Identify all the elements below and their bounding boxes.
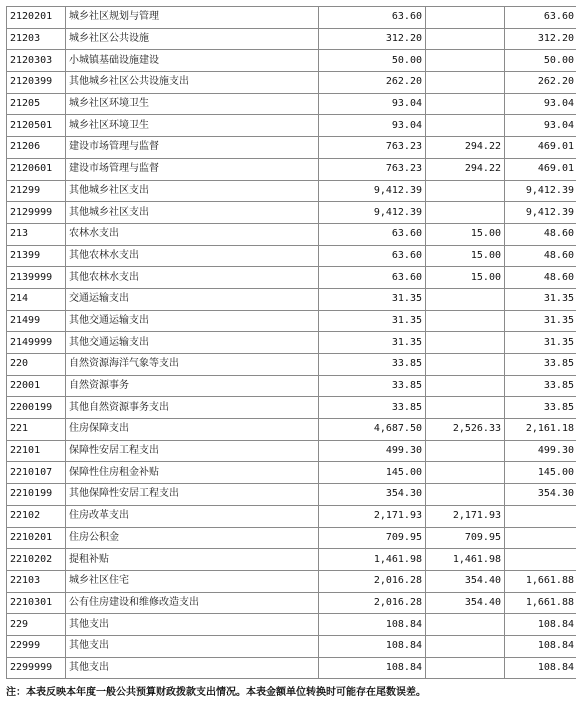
subject-code-cell: 2210301 <box>7 592 66 614</box>
subject-code-cell: 214 <box>7 288 66 310</box>
subject-name-cell: 农林水支出 <box>66 223 319 245</box>
total-amount-cell: 50.00 <box>319 50 426 72</box>
table-row <box>7 592 576 614</box>
basic-expense-cell <box>426 354 505 376</box>
project-expense-cell: 108.84 <box>505 614 576 636</box>
subject-name-cell: 其他支出 <box>66 657 319 679</box>
table-row <box>7 180 576 202</box>
table-row <box>7 440 576 462</box>
table-row <box>7 354 576 376</box>
table-row <box>7 310 576 332</box>
subject-name-cell: 其他支出 <box>66 635 319 657</box>
total-amount-cell: 4,687.50 <box>319 419 426 441</box>
subject-code-cell: 21499 <box>7 310 66 332</box>
table-row <box>7 375 576 397</box>
total-amount-cell: 31.35 <box>319 310 426 332</box>
project-expense-cell: 108.84 <box>505 635 576 657</box>
table-row <box>7 657 576 679</box>
subject-code-cell: 2139999 <box>7 267 66 289</box>
subject-name-cell: 其他支出 <box>66 614 319 636</box>
basic-expense-cell <box>426 462 505 484</box>
total-amount-cell: 763.23 <box>319 158 426 180</box>
project-expense-cell: 31.35 <box>505 288 576 310</box>
subject-code-cell: 22102 <box>7 505 66 527</box>
subject-code-cell: 2129999 <box>7 202 66 224</box>
basic-expense-cell <box>426 115 505 137</box>
total-amount-cell: 145.00 <box>319 462 426 484</box>
subject-name-cell: 公有住房建设和维修改造支出 <box>66 592 319 614</box>
table-row <box>7 72 576 94</box>
subject-code-cell: 21203 <box>7 28 66 50</box>
subject-name-cell: 保障性安居工程支出 <box>66 440 319 462</box>
total-amount-cell: 108.84 <box>319 657 426 679</box>
basic-expense-cell: 354.40 <box>426 570 505 592</box>
project-expense-cell: 31.35 <box>505 310 576 332</box>
total-amount-cell: 354.30 <box>319 484 426 506</box>
basic-expense-cell: 354.40 <box>426 592 505 614</box>
table-row <box>7 614 576 636</box>
project-expense-cell: 93.04 <box>505 115 576 137</box>
project-expense-cell: 48.60 <box>505 267 576 289</box>
total-amount-cell: 33.85 <box>319 375 426 397</box>
total-amount-cell: 31.35 <box>319 288 426 310</box>
table-row <box>7 202 576 224</box>
subject-code-cell: 21206 <box>7 137 66 159</box>
subject-code-cell: 21205 <box>7 93 66 115</box>
subject-code-cell: 220 <box>7 354 66 376</box>
project-expense-cell: 262.20 <box>505 72 576 94</box>
total-amount-cell: 262.20 <box>319 72 426 94</box>
subject-name-cell: 小城镇基础设施建设 <box>66 50 319 72</box>
basic-expense-cell: 294.22 <box>426 158 505 180</box>
subject-name-cell: 其他交通运输支出 <box>66 332 319 354</box>
table-row <box>7 635 576 657</box>
project-expense-cell: 33.85 <box>505 375 576 397</box>
total-amount-cell: 108.84 <box>319 635 426 657</box>
subject-name-cell: 城乡社区规划与管理 <box>66 7 319 29</box>
subject-code-cell: 221 <box>7 419 66 441</box>
basic-expense-cell <box>426 93 505 115</box>
basic-expense-cell <box>426 332 505 354</box>
total-amount-cell: 2,016.28 <box>319 570 426 592</box>
basic-expense-cell <box>426 50 505 72</box>
subject-name-cell: 其他交通运输支出 <box>66 310 319 332</box>
subject-code-cell: 2120399 <box>7 72 66 94</box>
subject-name-cell: 自然资源事务 <box>66 375 319 397</box>
subject-code-cell: 213 <box>7 223 66 245</box>
table-row <box>7 223 576 245</box>
table-row <box>7 245 576 267</box>
subject-code-cell: 2120303 <box>7 50 66 72</box>
project-expense-cell <box>505 549 576 571</box>
project-expense-cell: 48.60 <box>505 223 576 245</box>
project-expense-cell: 469.01 <box>505 137 576 159</box>
project-expense-cell: 1,661.88 <box>505 570 576 592</box>
subject-name-cell: 城乡社区住宅 <box>66 570 319 592</box>
basic-expense-cell <box>426 7 505 29</box>
total-amount-cell: 63.60 <box>319 245 426 267</box>
total-amount-cell: 763.23 <box>319 137 426 159</box>
subject-code-cell: 229 <box>7 614 66 636</box>
subject-code-cell: 22101 <box>7 440 66 462</box>
subject-name-cell: 建设市场管理与监督 <box>66 137 319 159</box>
table-row <box>7 158 576 180</box>
basic-expense-cell: 709.95 <box>426 527 505 549</box>
subject-code-cell: 2149999 <box>7 332 66 354</box>
subject-name-cell: 城乡社区环境卫生 <box>66 93 319 115</box>
basic-expense-cell: 15.00 <box>426 245 505 267</box>
basic-expense-cell <box>426 375 505 397</box>
budget-sheet <box>6 6 576 698</box>
total-amount-cell: 1,461.98 <box>319 549 426 571</box>
total-amount-cell: 63.60 <box>319 267 426 289</box>
subject-name-cell: 交通运输支出 <box>66 288 319 310</box>
basic-expense-cell <box>426 397 505 419</box>
subject-name-cell: 其他自然资源事务支出 <box>66 397 319 419</box>
project-expense-cell: 9,412.39 <box>505 180 576 202</box>
total-amount-cell: 709.95 <box>319 527 426 549</box>
basic-expense-cell: 1,461.98 <box>426 549 505 571</box>
table-row <box>7 570 576 592</box>
subject-code-cell: 21399 <box>7 245 66 267</box>
table-row <box>7 288 576 310</box>
subject-name-cell: 其他城乡社区支出 <box>66 202 319 224</box>
subject-name-cell: 住房改革支出 <box>66 505 319 527</box>
table-footnote: 注：本表反映本年度一般公共预算财政拨款支出情况。本表金额单位转换时可能存在尾数误差。 <box>6 687 426 699</box>
subject-code-cell: 2120201 <box>7 7 66 29</box>
subject-code-cell: 2210201 <box>7 527 66 549</box>
project-expense-cell: 312.20 <box>505 28 576 50</box>
project-expense-cell: 63.60 <box>505 7 576 29</box>
basic-expense-cell: 2,526.33 <box>426 419 505 441</box>
subject-name-cell: 自然资源海洋气象等支出 <box>66 354 319 376</box>
table-row <box>7 397 576 419</box>
project-expense-cell: 145.00 <box>505 462 576 484</box>
basic-expense-cell <box>426 657 505 679</box>
subject-name-cell: 城乡社区公共设施 <box>66 28 319 50</box>
table-row <box>7 115 576 137</box>
table-row <box>7 137 576 159</box>
basic-expense-cell <box>426 484 505 506</box>
project-expense-cell: 499.30 <box>505 440 576 462</box>
table-row <box>7 462 576 484</box>
project-expense-cell: 108.84 <box>505 657 576 679</box>
subject-code-cell: 2210199 <box>7 484 66 506</box>
project-expense-cell: 50.00 <box>505 50 576 72</box>
project-expense-cell: 31.35 <box>505 332 576 354</box>
project-expense-cell <box>505 527 576 549</box>
budget-table <box>6 6 576 679</box>
subject-name-cell: 提租补贴 <box>66 549 319 571</box>
basic-expense-cell <box>426 180 505 202</box>
basic-expense-cell <box>426 202 505 224</box>
project-expense-cell: 469.01 <box>505 158 576 180</box>
total-amount-cell: 9,412.39 <box>319 202 426 224</box>
basic-expense-cell <box>426 310 505 332</box>
subject-name-cell: 城乡社区环境卫生 <box>66 115 319 137</box>
table-row <box>7 419 576 441</box>
subject-name-cell: 其他农林水支出 <box>66 245 319 267</box>
subject-name-cell: 其他城乡社区公共设施支出 <box>66 72 319 94</box>
budget-table-body <box>7 7 576 679</box>
project-expense-cell: 33.85 <box>505 354 576 376</box>
total-amount-cell: 93.04 <box>319 115 426 137</box>
project-expense-cell: 33.85 <box>505 397 576 419</box>
subject-name-cell: 建设市场管理与监督 <box>66 158 319 180</box>
subject-code-cell: 2120601 <box>7 158 66 180</box>
subject-code-cell: 2210202 <box>7 549 66 571</box>
table-row <box>7 332 576 354</box>
subject-name-cell: 住房公积金 <box>66 527 319 549</box>
total-amount-cell: 108.84 <box>319 614 426 636</box>
total-amount-cell: 499.30 <box>319 440 426 462</box>
project-expense-cell: 354.30 <box>505 484 576 506</box>
table-row <box>7 549 576 571</box>
total-amount-cell: 31.35 <box>319 332 426 354</box>
project-expense-cell <box>505 505 576 527</box>
project-expense-cell: 2,161.18 <box>505 419 576 441</box>
total-amount-cell: 63.60 <box>319 223 426 245</box>
total-amount-cell: 2,016.28 <box>319 592 426 614</box>
table-row <box>7 93 576 115</box>
table-row <box>7 527 576 549</box>
basic-expense-cell: 294.22 <box>426 137 505 159</box>
subject-code-cell: 22999 <box>7 635 66 657</box>
subject-name-cell: 其他保障性安居工程支出 <box>66 484 319 506</box>
basic-expense-cell <box>426 28 505 50</box>
subject-code-cell: 2200199 <box>7 397 66 419</box>
basic-expense-cell <box>426 635 505 657</box>
table-row <box>7 484 576 506</box>
total-amount-cell: 63.60 <box>319 7 426 29</box>
basic-expense-cell <box>426 288 505 310</box>
table-row <box>7 267 576 289</box>
basic-expense-cell: 15.00 <box>426 223 505 245</box>
project-expense-cell: 1,661.88 <box>505 592 576 614</box>
basic-expense-cell <box>426 72 505 94</box>
subject-code-cell: 22103 <box>7 570 66 592</box>
subject-code-cell: 2120501 <box>7 115 66 137</box>
subject-code-cell: 2210107 <box>7 462 66 484</box>
project-expense-cell: 93.04 <box>505 93 576 115</box>
subject-name-cell: 保障性住房租金补贴 <box>66 462 319 484</box>
total-amount-cell: 33.85 <box>319 354 426 376</box>
subject-name-cell: 其他城乡社区支出 <box>66 180 319 202</box>
table-row <box>7 28 576 50</box>
total-amount-cell: 33.85 <box>319 397 426 419</box>
subject-code-cell: 2299999 <box>7 657 66 679</box>
total-amount-cell: 312.20 <box>319 28 426 50</box>
subject-name-cell: 住房保障支出 <box>66 419 319 441</box>
basic-expense-cell <box>426 440 505 462</box>
basic-expense-cell: 15.00 <box>426 267 505 289</box>
project-expense-cell: 48.60 <box>505 245 576 267</box>
subject-code-cell: 22001 <box>7 375 66 397</box>
total-amount-cell: 93.04 <box>319 93 426 115</box>
project-expense-cell: 9,412.39 <box>505 202 576 224</box>
subject-code-cell: 21299 <box>7 180 66 202</box>
basic-expense-cell <box>426 614 505 636</box>
table-row <box>7 50 576 72</box>
table-row <box>7 7 576 29</box>
subject-name-cell: 其他农林水支出 <box>66 267 319 289</box>
basic-expense-cell: 2,171.93 <box>426 505 505 527</box>
table-row <box>7 505 576 527</box>
total-amount-cell: 2,171.93 <box>319 505 426 527</box>
total-amount-cell: 9,412.39 <box>319 180 426 202</box>
